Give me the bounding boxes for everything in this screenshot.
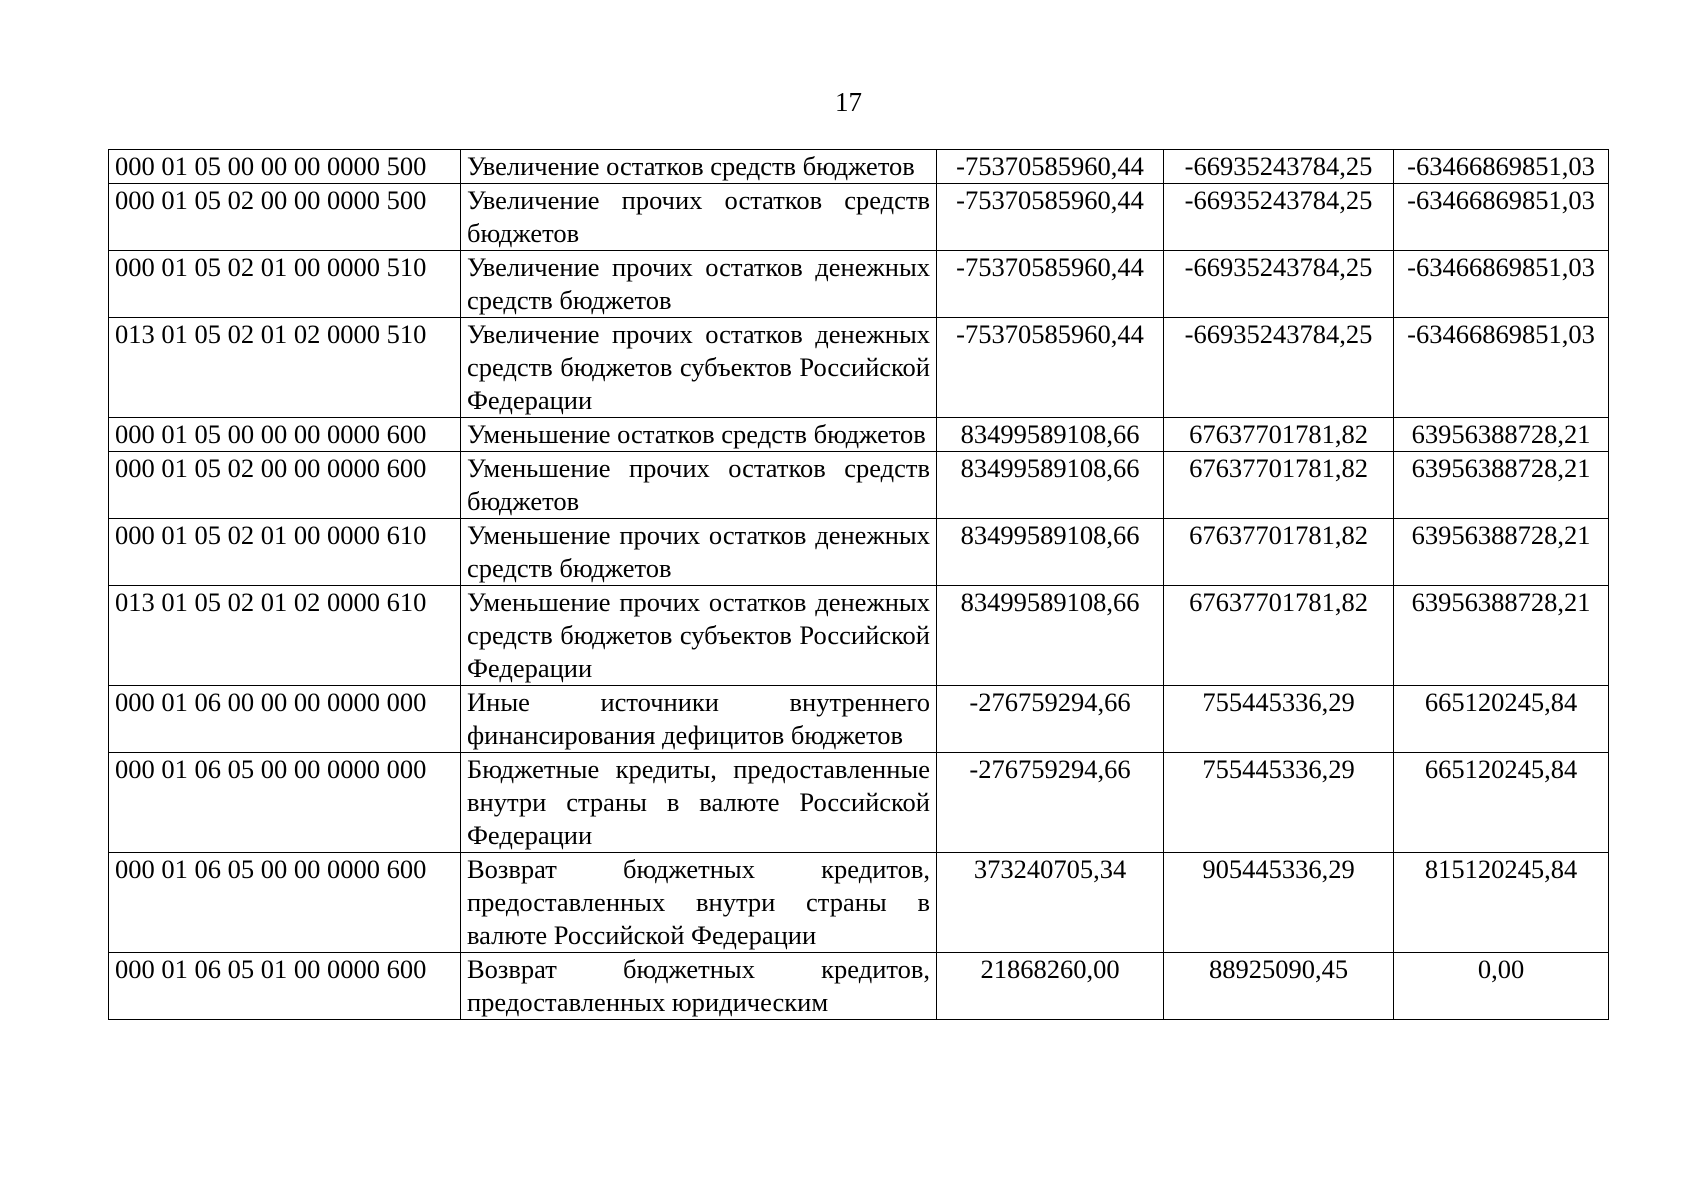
amount-year-2: 905445336,29: [1164, 853, 1394, 953]
amount-year-1: -276759294,66: [937, 753, 1164, 853]
table-row: [109, 953, 1609, 1020]
budget-code: 000 01 05 02 00 00 0000 600: [109, 452, 461, 519]
amount-year-2: 88925090,45: [1164, 953, 1394, 1020]
budget-code: 000 01 06 00 00 00 0000 000: [109, 686, 461, 753]
row-description: Бюджетные кредиты, предоставленные внутри страны в валюте Российской Федерации: [461, 753, 937, 853]
budget-code: 000 01 05 00 00 00 0000 600: [109, 418, 461, 452]
row-description: Увеличение прочих остатков средств бюджетов: [461, 184, 937, 251]
table-row: [109, 753, 1609, 853]
amount-year-2: -66935243784,25: [1164, 318, 1394, 418]
row-description: Уменьшение прочих остатков денежных средств бюджетов: [461, 519, 937, 586]
amount-year-2: 67637701781,82: [1164, 418, 1394, 452]
table-row: [109, 251, 1609, 318]
table-row: [109, 519, 1609, 586]
amount-year-1: -75370585960,44: [937, 150, 1164, 184]
table-row: [109, 586, 1609, 686]
row-description: Иные источники внутреннего финансирования дефицитов бюджетов: [461, 686, 937, 753]
budget-code: 000 01 06 05 00 00 0000 600: [109, 853, 461, 953]
row-description: Возврат бюджетных кредитов, предоставленных юридическим: [461, 953, 937, 1020]
budget-code: 013 01 05 02 01 02 0000 610: [109, 586, 461, 686]
amount-year-3: 815120245,84: [1394, 853, 1609, 953]
budget-sources-table: [108, 149, 1609, 1020]
table-row: [109, 184, 1609, 251]
amount-year-3: 0,00: [1394, 953, 1609, 1020]
table-row: [109, 686, 1609, 753]
amount-year-3: -63466869851,03: [1394, 251, 1609, 318]
amount-year-1: 83499589108,66: [937, 418, 1164, 452]
budget-code: 000 01 05 02 01 00 0000 610: [109, 519, 461, 586]
row-description: Увеличение прочих остатков денежных средств бюджетов субъектов Российской Федерации: [461, 318, 937, 418]
budget-code: 000 01 05 02 01 00 0000 510: [109, 251, 461, 318]
amount-year-3: -63466869851,03: [1394, 184, 1609, 251]
amount-year-1: -75370585960,44: [937, 184, 1164, 251]
row-description: Уменьшение прочих остатков денежных средств бюджетов субъектов Российской Федерации: [461, 586, 937, 686]
amount-year-3: 665120245,84: [1394, 686, 1609, 753]
table-row: [109, 452, 1609, 519]
budget-code: 000 01 06 05 00 00 0000 000: [109, 753, 461, 853]
amount-year-3: -63466869851,03: [1394, 150, 1609, 184]
amount-year-2: 67637701781,82: [1164, 586, 1394, 686]
amount-year-1: 83499589108,66: [937, 586, 1164, 686]
amount-year-3: 63956388728,21: [1394, 452, 1609, 519]
amount-year-1: 83499589108,66: [937, 452, 1164, 519]
budget-code: 000 01 05 00 00 00 0000 500: [109, 150, 461, 184]
amount-year-3: 63956388728,21: [1394, 418, 1609, 452]
amount-year-1: -75370585960,44: [937, 318, 1164, 418]
budget-code: 000 01 05 02 00 00 0000 500: [109, 184, 461, 251]
row-description: Увеличение остатков средств бюджетов: [461, 150, 937, 184]
amount-year-3: 63956388728,21: [1394, 586, 1609, 686]
amount-year-2: 67637701781,82: [1164, 452, 1394, 519]
row-description: Уменьшение прочих остатков средств бюджетов: [461, 452, 937, 519]
amount-year-2: -66935243784,25: [1164, 150, 1394, 184]
amount-year-2: 67637701781,82: [1164, 519, 1394, 586]
amount-year-2: 755445336,29: [1164, 753, 1394, 853]
amount-year-1: -75370585960,44: [937, 251, 1164, 318]
amount-year-2: -66935243784,25: [1164, 184, 1394, 251]
table-row: [109, 418, 1609, 452]
amount-year-3: 665120245,84: [1394, 753, 1609, 853]
amount-year-3: 63956388728,21: [1394, 519, 1609, 586]
budget-code: 013 01 05 02 01 02 0000 510: [109, 318, 461, 418]
row-description: Увеличение прочих остатков денежных средств бюджетов: [461, 251, 937, 318]
table-row: [109, 318, 1609, 418]
amount-year-1: 373240705,34: [937, 853, 1164, 953]
amount-year-2: -66935243784,25: [1164, 251, 1394, 318]
table-row: [109, 853, 1609, 953]
amount-year-1: -276759294,66: [937, 686, 1164, 753]
amount-year-3: -63466869851,03: [1394, 318, 1609, 418]
amount-year-2: 755445336,29: [1164, 686, 1394, 753]
amount-year-1: 21868260,00: [937, 953, 1164, 1020]
table-row: [109, 150, 1609, 184]
budget-code: 000 01 06 05 01 00 0000 600: [109, 953, 461, 1020]
row-description: Возврат бюджетных кредитов, предоставленных внутри страны в валюте Российской Федерации: [461, 853, 937, 953]
amount-year-1: 83499589108,66: [937, 519, 1164, 586]
page-number: 17: [835, 87, 862, 117]
row-description: Уменьшение остатков средств бюджетов: [461, 418, 937, 452]
